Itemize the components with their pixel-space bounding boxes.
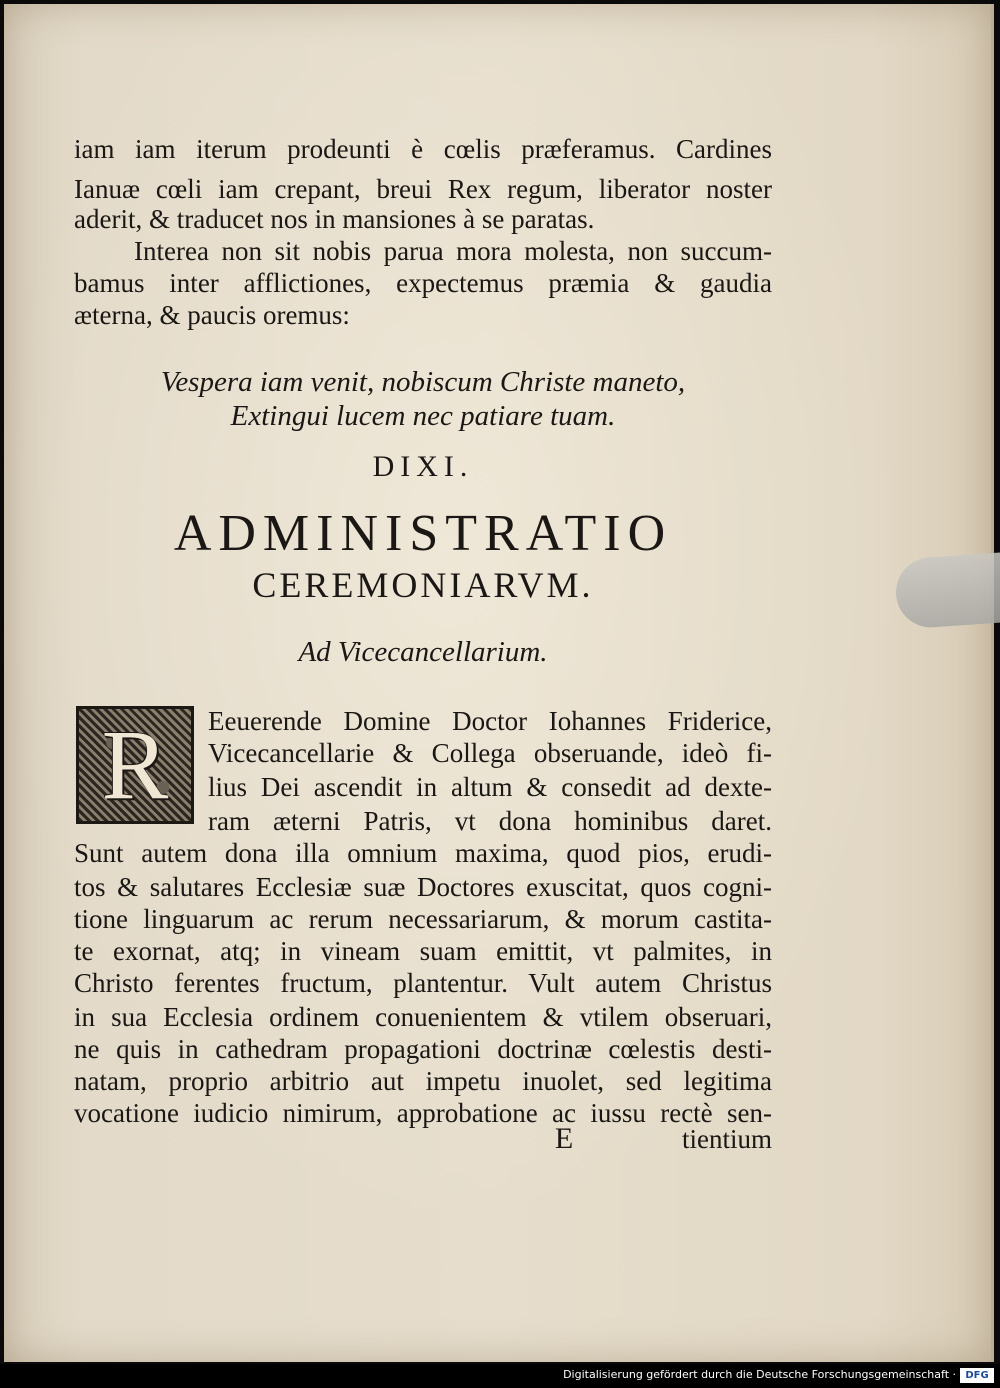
section-subtitle: CEREMONIARVM. [252,565,594,605]
body-line-5: Christo ferentes fructum, plantentur. Vult autem Christus [74,968,772,998]
body-line-2: tos & salutares Ecclesiæ suæ Doctores exuscitat, quos cogni- [74,872,772,902]
initial-letter: R [101,709,169,820]
decorated-initial [76,706,194,824]
body-line-3: tione linguarum ac rerum necessariarum, & morum castita- [74,904,772,934]
book-page [4,4,994,1362]
verse-line-2: Extingui lucem nec patiare tuam. [230,400,616,432]
text-line-4: Interea non sit nobis parua mora molesta, non succum- [134,236,772,266]
body-line-9: vocatione iudicio nimirum, approbatione ac iussu rectè sen- [74,1098,772,1128]
page-tab-marker [894,552,1000,630]
text-line-5: bamus inter afflictiones, expectemus præmia & gaudia [74,268,772,298]
section-title: ADMINISTRATIO [173,505,673,562]
body-line-6: in sua Ecclesia ordinem conuenientem & vtilem obseruari, [74,1002,772,1032]
initial-line-3: lius Dei ascendit in altum & consedit ad dexte- [208,772,772,802]
catchword: tientium [682,1124,772,1154]
text-line-3: aderit, & traducet nos in mansiones à se paratas. [74,204,595,234]
text-line-6: æterna, & paucis oremus: [74,300,350,330]
dfg-logo-icon: DFG [960,1368,994,1383]
address-heading: Ad Vicecancellarium. [298,636,548,668]
verse-line-1: Vespera iam venit, nobiscum Christe maneto, [160,366,686,398]
initial-line-2: Vicecancellarie & Collega obseruande, ideò fi- [208,738,772,768]
text-line-2: Ianuæ cœli iam crepant, breui Rex regum, liberator noster [74,174,772,204]
body-line-1: Sunt autem dona illa omnium maxima, quod pios, erudi- [74,838,772,868]
footer-bar [0,1364,1000,1388]
dixi-heading: DIXI. [372,450,474,483]
footer-credit: Digitalisierung gefördert durch die Deutsche Forschungsgemeinschaft · [563,1368,956,1381]
body-line-8: natam, proprio arbitrio aut impetu inuolet, sed legitima [74,1066,772,1096]
text-line-1: iam iam iterum prodeunti è cœlis præferamus. Cardines [74,134,772,164]
initial-line-4: ram æterni Patris, vt dona hominibus daret. [208,806,772,836]
body-line-4: te exornat, atq; in vineam suam emittit, vt palmites, in [74,936,772,966]
body-line-7: ne quis in cathedram propagationi doctrinæ cœlestis desti- [74,1034,772,1064]
initial-line-1: Eeuerende Domine Doctor Iohannes Friderice, [208,706,772,736]
signature-mark: E [554,1122,574,1155]
